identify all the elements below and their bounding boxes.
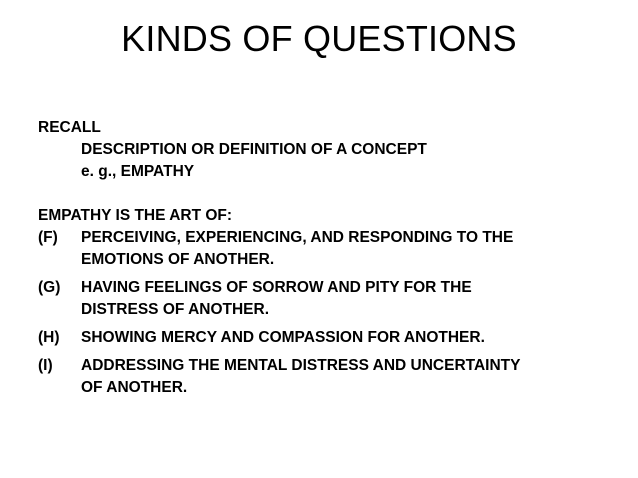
slide-body: [38, 117, 618, 405]
list-item-line: PERCEIVING, EXPERIENCING, AND RESPONDING TO THE: [81, 229, 514, 246]
list-item-line: ADDRESSING THE MENTAL DISTRESS AND UNCERTAINTY: [81, 357, 521, 374]
list-item-f: [38, 227, 618, 271]
list-item-line: HAVING FEELINGS OF SORROW AND PITY FOR THE: [81, 279, 472, 296]
slide-title: KINDS OF QUESTIONS: [121, 18, 517, 59]
list-item-h: [38, 327, 618, 349]
list-item-line: OF ANOTHER.: [81, 379, 188, 396]
list-item-text: [81, 355, 618, 399]
recall-example: e. g., EMPATHY: [81, 163, 195, 180]
list-marker: (H): [38, 329, 60, 346]
list-item-i: [38, 355, 618, 399]
list-marker: (I): [38, 357, 53, 374]
recall-description: DESCRIPTION OR DEFINITION OF A CONCEPT: [81, 141, 427, 158]
spacer: [38, 183, 618, 205]
empathy-heading: EMPATHY IS THE ART OF:: [38, 207, 233, 224]
recall-heading: RECALL: [38, 119, 101, 136]
list-marker: (F): [38, 229, 58, 246]
list-item-text: [81, 277, 618, 321]
list-item-g: [38, 277, 618, 321]
list-item-text: [81, 327, 618, 349]
list-item-text: [81, 227, 618, 271]
list-marker: (G): [38, 279, 61, 296]
list-item-line: EMOTIONS OF ANOTHER.: [81, 251, 275, 268]
list-item-line: DISTRESS OF ANOTHER.: [81, 301, 270, 318]
list-item-line: SHOWING MERCY AND COMPASSION FOR ANOTHER.: [81, 329, 485, 346]
